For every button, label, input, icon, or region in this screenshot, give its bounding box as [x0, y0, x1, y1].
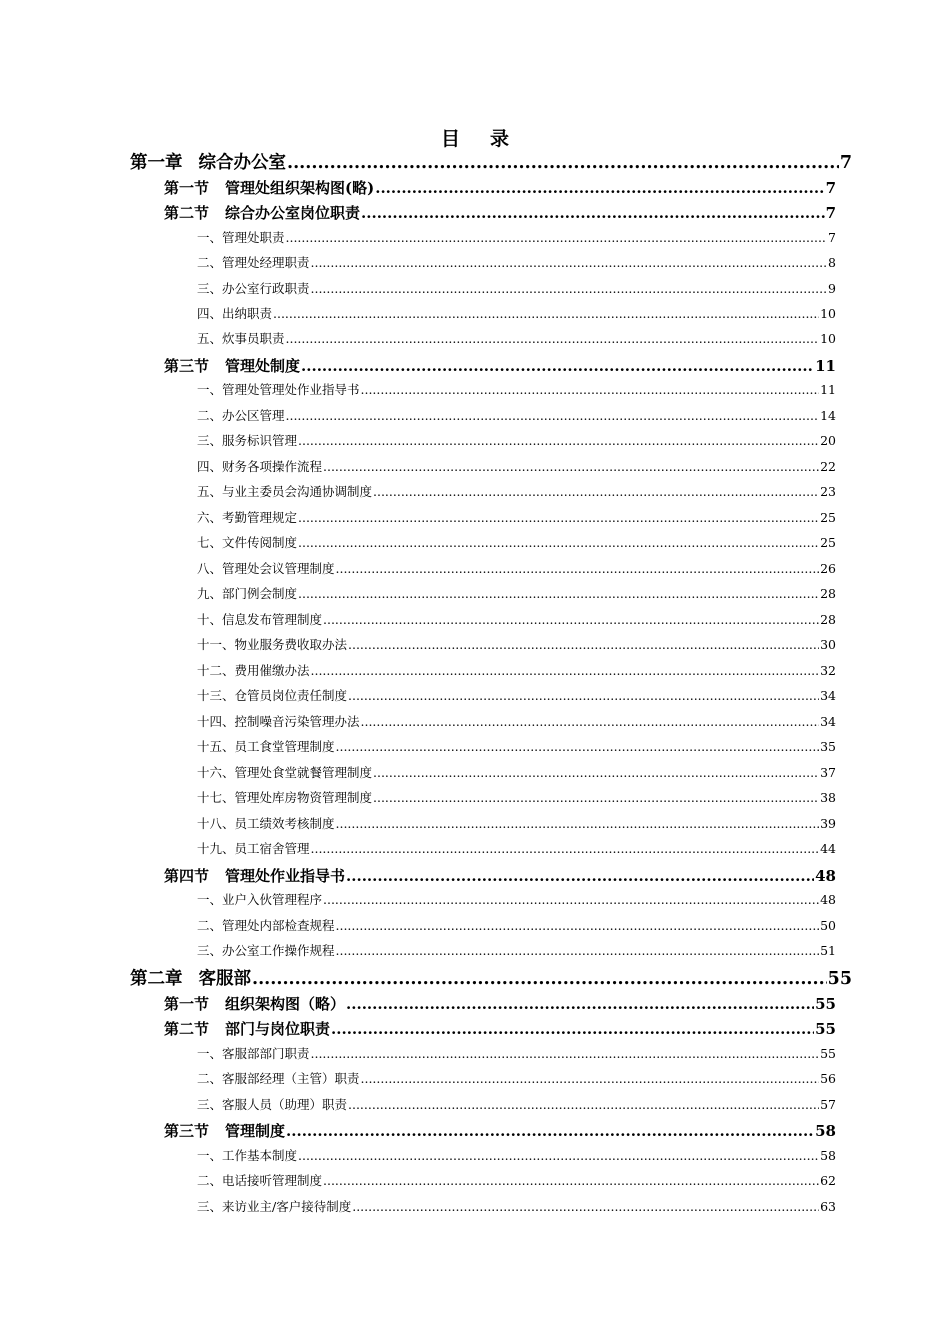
toc-chapter-row[interactable]	[130, 966, 852, 992]
toc-page-number: 44	[820, 841, 836, 856]
toc-dot-leader	[311, 278, 828, 300]
toc-label	[197, 1094, 347, 1116]
toc-label	[197, 685, 347, 707]
toc-number: 第一节	[164, 995, 210, 1013]
toc-page-number: 28	[820, 586, 836, 601]
toc-page-number: 37	[820, 765, 836, 780]
toc-item-row[interactable]	[197, 583, 836, 605]
toc-page-number: 7	[825, 179, 836, 197]
toc-title: 十八、员工绩效考核制度	[197, 816, 335, 831]
toc-page-number: 20	[820, 433, 836, 448]
toc-dot-leader	[361, 711, 820, 733]
toc-label	[197, 787, 372, 809]
toc-chapter-row[interactable]	[130, 150, 852, 176]
toc-page-number: 25	[820, 535, 836, 550]
toc-item-row[interactable]	[197, 889, 836, 911]
toc-title: 十四、控制噪音污染管理办法	[197, 714, 360, 729]
toc-label	[197, 278, 310, 300]
toc-page-number: 11	[820, 382, 836, 397]
toc-item-row[interactable]	[197, 278, 836, 300]
toc-dot-leader	[286, 328, 820, 350]
toc-dot-leader	[286, 405, 820, 427]
toc-dot-leader	[323, 609, 819, 631]
toc-page-number: 34	[820, 714, 836, 729]
toc-item-row[interactable]	[197, 252, 836, 274]
toc-item-row[interactable]	[197, 634, 836, 656]
toc-title: 一、业户入伙管理程序	[197, 892, 323, 907]
toc-item-row[interactable]	[197, 456, 836, 478]
toc-label	[197, 1068, 360, 1090]
toc-page-number: 50	[820, 918, 836, 933]
toc-dot-leader	[352, 1196, 819, 1218]
toc-title: 四、出纳职责	[197, 306, 273, 321]
toc-item-row[interactable]	[197, 736, 836, 758]
toc-number: 第二节	[164, 204, 210, 222]
toc-page-number: 51	[820, 943, 836, 958]
toc-dot-leader	[298, 532, 819, 554]
toc-label	[197, 940, 335, 962]
toc-item-row[interactable]	[197, 379, 836, 401]
toc-page-number: 7	[825, 204, 836, 222]
toc-page-number: 30	[820, 637, 836, 652]
toc-label	[197, 430, 297, 452]
toc-title: 组织架构图（略）	[225, 995, 346, 1013]
toc-item-row[interactable]	[197, 685, 836, 707]
toc-dot-leader	[286, 1119, 814, 1143]
toc-title: 管理处作业指导书	[225, 867, 346, 885]
toc-dot-leader	[323, 1170, 819, 1192]
toc-label	[164, 864, 345, 888]
toc-title: 一、工作基本制度	[197, 1148, 298, 1163]
toc-item-row[interactable]	[197, 813, 836, 835]
toc-item-row[interactable]	[197, 481, 836, 503]
toc-dot-leader	[331, 1017, 814, 1041]
toc-title: 一、客服部部门职责	[197, 1046, 310, 1061]
toc-item-row[interactable]	[197, 532, 836, 554]
toc-title: 管理处制度	[225, 357, 301, 375]
toc-label	[197, 558, 335, 580]
toc-title: 二、管理处经理职责	[197, 255, 310, 270]
toc-item-row[interactable]	[197, 915, 836, 937]
toc-title: 二、客服部经理（主管）职责	[197, 1071, 360, 1086]
toc-item-row[interactable]	[197, 787, 836, 809]
toc-title: 九、部门例会制度	[197, 586, 298, 601]
toc-dot-leader	[373, 787, 819, 809]
toc-dot-leader	[348, 1094, 819, 1116]
toc-item-row[interactable]	[197, 711, 836, 733]
toc-title: 综合办公室	[198, 153, 286, 173]
toc-section-row[interactable]	[164, 201, 836, 225]
toc-dot-leader	[273, 303, 819, 325]
toc-title: 五、与业主委员会沟通协调制度	[197, 484, 373, 499]
toc-item-row[interactable]	[197, 1043, 836, 1065]
toc-page-number: 23	[820, 484, 836, 499]
toc-label	[197, 507, 297, 529]
toc-dot-leader	[298, 583, 819, 605]
toc-label	[197, 303, 272, 325]
toc-item-row[interactable]	[197, 1068, 836, 1090]
toc-item-row[interactable]	[197, 405, 836, 427]
title-char-1: 目	[440, 128, 460, 150]
toc-item-row[interactable]	[197, 507, 836, 529]
toc-label	[197, 915, 335, 937]
toc-title: 一、管理处职责	[197, 230, 285, 245]
toc-title: 十七、管理处库房物资管理制度	[197, 790, 373, 805]
toc-page-number: 25	[820, 510, 836, 525]
toc-section-row[interactable]	[164, 1119, 836, 1143]
toc-label	[197, 762, 372, 784]
toc-page-number: 35	[820, 739, 836, 754]
toc-dot-leader	[298, 430, 819, 452]
toc-page-number: 48	[815, 867, 836, 885]
toc-page-number: 8	[828, 255, 836, 270]
toc-dot-leader	[346, 864, 814, 888]
toc-label	[164, 201, 360, 225]
toc-page-number: 55	[815, 995, 836, 1013]
toc-label	[197, 1145, 297, 1167]
toc-title: 四、财务各项操作流程	[197, 459, 323, 474]
toc-item-row[interactable]	[197, 328, 836, 350]
toc-item-row[interactable]	[197, 660, 836, 682]
toc-label	[197, 838, 310, 860]
toc-dot-leader	[336, 915, 820, 937]
toc-label	[197, 456, 322, 478]
toc-title: 十五、员工食堂管理制度	[197, 739, 335, 754]
toc-dot-leader	[336, 940, 820, 962]
toc-page-number: 62	[820, 1173, 836, 1188]
toc-dot-leader	[336, 558, 820, 580]
toc-item-row[interactable]	[197, 430, 836, 452]
toc-dot-leader	[323, 889, 819, 911]
toc-dot-leader	[346, 992, 814, 1016]
toc-label	[197, 711, 360, 733]
toc-label	[197, 1196, 351, 1218]
toc-label	[197, 328, 285, 350]
toc-item-row[interactable]	[197, 940, 836, 962]
toc-number: 第二章	[130, 969, 183, 989]
toc-number: 第三节	[164, 1122, 210, 1140]
toc-item-row[interactable]	[197, 762, 836, 784]
toc-label	[164, 1017, 330, 1041]
toc-page-number: 58	[815, 1122, 836, 1140]
toc-label	[197, 889, 322, 911]
toc-number: 第四节	[164, 867, 210, 885]
toc-page-number: 11	[815, 357, 836, 375]
toc-dot-leader	[373, 481, 819, 503]
toc-dot-leader	[311, 660, 820, 682]
toc-title: 十、信息发布管理制度	[197, 612, 323, 627]
toc-label	[197, 609, 322, 631]
toc-number: 第三节	[164, 357, 210, 375]
toc-page-number: 39	[820, 816, 836, 831]
toc-page-number: 56	[820, 1071, 836, 1086]
toc-page-number: 38	[820, 790, 836, 805]
toc-label	[164, 354, 300, 378]
toc-title: 三、来访业主/客户接待制度	[197, 1199, 352, 1214]
toc-title: 三、客服人员（助理）职责	[197, 1097, 348, 1112]
toc-page-number: 14	[820, 408, 836, 423]
toc-item-row[interactable]	[197, 1196, 836, 1218]
toc-dot-leader	[311, 252, 828, 274]
toc-title: 管理制度	[225, 1122, 286, 1140]
toc-label	[197, 813, 335, 835]
toc-page-number: 7	[828, 230, 836, 245]
toc-page-number: 22	[820, 459, 836, 474]
toc-dot-leader	[336, 736, 820, 758]
toc-label	[197, 660, 310, 682]
toc-item-row[interactable]	[197, 838, 836, 860]
toc-label	[197, 1170, 322, 1192]
toc-page-number: 63	[820, 1199, 836, 1214]
toc-title: 管理处组织架构图(略)	[225, 179, 375, 197]
toc-title: 二、办公区管理	[197, 408, 285, 423]
toc-dot-leader	[311, 838, 820, 860]
toc-label	[164, 992, 345, 1016]
toc-label	[197, 1043, 310, 1065]
toc-dot-leader	[301, 354, 814, 378]
toc-page-number: 34	[820, 688, 836, 703]
toc-item-row[interactable]	[197, 303, 836, 325]
toc-dot-leader	[287, 150, 839, 176]
toc-section-row[interactable]	[164, 354, 836, 378]
toc-title: 一、管理处管理处作业指导书	[197, 382, 360, 397]
toc-title: 二、电话接听管理制度	[197, 1173, 323, 1188]
toc-title: 十二、费用催缴办法	[197, 663, 310, 678]
toc-title: 部门与岗位职责	[225, 1020, 331, 1038]
toc-section-row[interactable]	[164, 992, 836, 1016]
toc-dot-leader	[323, 456, 819, 478]
toc-title: 六、考勤管理规定	[197, 510, 298, 525]
toc-dot-leader	[373, 762, 819, 784]
toc-dot-leader	[298, 1145, 819, 1167]
toc-page-number: 48	[820, 892, 836, 907]
toc-dot-leader	[298, 507, 819, 529]
toc-section-row[interactable]	[164, 1017, 836, 1041]
toc-dot-leader	[336, 813, 820, 835]
toc-page-number: 55	[827, 969, 852, 989]
toc-label	[197, 405, 285, 427]
toc-title: 十三、仓管员岗位责任制度	[197, 688, 348, 703]
toc-number: 第二节	[164, 1020, 210, 1038]
toc-title: 三、办公室行政职责	[197, 281, 310, 296]
title-char-2: 录	[490, 128, 510, 150]
toc-item-row[interactable]	[197, 227, 836, 249]
toc-dot-leader	[361, 1068, 820, 1090]
toc-title: 二、管理处内部检查规程	[197, 918, 335, 933]
toc-item-row[interactable]	[197, 1170, 836, 1192]
toc-dot-leader	[252, 966, 827, 992]
toc-dot-leader	[361, 201, 825, 225]
toc-label	[130, 966, 251, 992]
toc-section-row[interactable]	[164, 176, 836, 200]
toc-title: 八、管理处会议管理制度	[197, 561, 335, 576]
toc-dot-leader	[348, 634, 819, 656]
toc-label	[197, 736, 335, 758]
toc-page-number: 58	[820, 1148, 836, 1163]
toc-section-row[interactable]	[164, 864, 836, 888]
toc-page-number: 10	[820, 306, 836, 321]
toc-title: 客服部	[198, 969, 251, 989]
toc-title: 综合办公室岗位职责	[225, 204, 361, 222]
toc-label	[197, 379, 360, 401]
toc-dot-leader	[348, 685, 819, 707]
toc-label	[130, 150, 286, 176]
page-title	[0, 124, 950, 151]
toc-dot-leader	[311, 1043, 820, 1065]
toc-page-number: 28	[820, 612, 836, 627]
toc-label	[197, 583, 297, 605]
toc-title: 十一、物业服务费收取办法	[197, 637, 348, 652]
toc-dot-leader	[286, 227, 828, 249]
toc-item-row[interactable]	[197, 1094, 836, 1116]
toc-label	[197, 532, 297, 554]
toc-dot-leader	[361, 379, 820, 401]
toc-title: 五、炊事员职责	[197, 331, 285, 346]
toc-item-row[interactable]	[197, 1145, 836, 1167]
toc-page-number: 26	[820, 561, 836, 576]
toc-page-number: 9	[828, 281, 836, 296]
toc-label	[164, 176, 374, 200]
toc-page-number: 32	[820, 663, 836, 678]
toc-number: 第一章	[130, 153, 183, 173]
toc-page-number: 7	[839, 153, 852, 173]
toc-page-number: 57	[820, 1097, 836, 1112]
toc-label	[164, 1119, 285, 1143]
toc-page-number: 55	[820, 1046, 836, 1061]
toc-title: 七、文件传阅制度	[197, 535, 298, 550]
toc-page-number: 10	[820, 331, 836, 346]
toc-page-number: 55	[815, 1020, 836, 1038]
toc-dot-leader	[375, 176, 824, 200]
toc-item-row[interactable]	[197, 609, 836, 631]
toc-title: 三、服务标识管理	[197, 433, 298, 448]
toc-number: 第一节	[164, 179, 210, 197]
toc-title: 三、办公室工作操作规程	[197, 943, 335, 958]
toc-label	[197, 252, 310, 274]
toc-label	[197, 634, 347, 656]
toc-item-row[interactable]	[197, 558, 836, 580]
toc-title: 十九、员工宿舍管理	[197, 841, 310, 856]
toc-label	[197, 227, 285, 249]
toc-title: 十六、管理处食堂就餐管理制度	[197, 765, 373, 780]
toc-label	[197, 481, 372, 503]
